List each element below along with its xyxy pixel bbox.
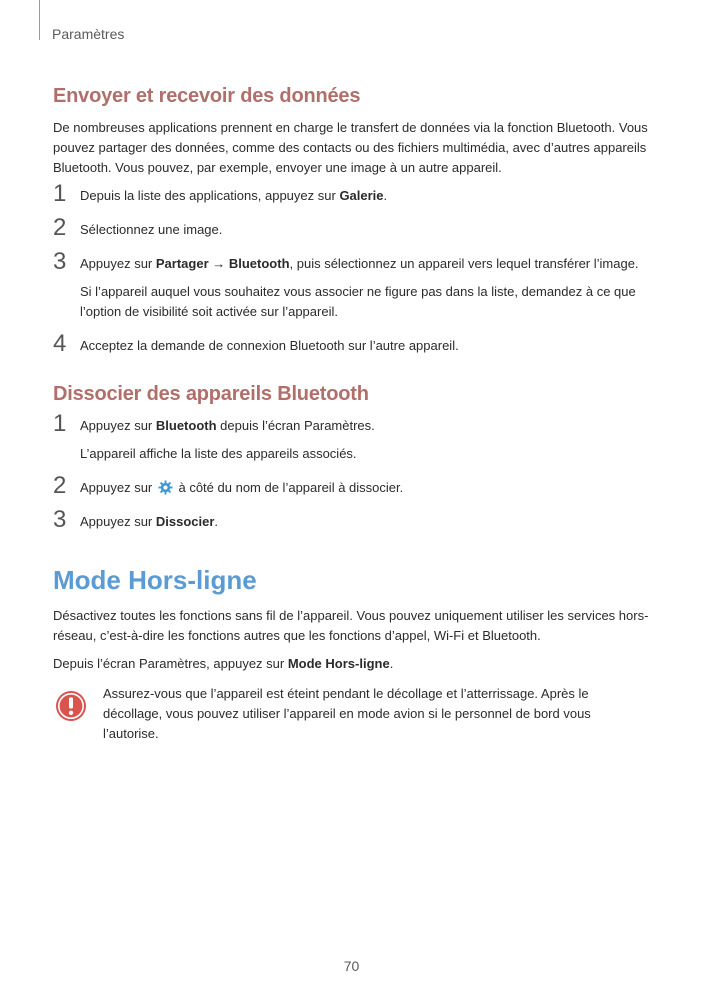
section-heading-unpair: Dissocier des appareils Bluetooth <box>53 383 369 405</box>
step-item <box>53 248 653 322</box>
section-heading-offline-mode: Mode Hors-ligne <box>53 565 257 595</box>
step-text-part: à côté du nom de l’appareil à dissocier. <box>174 480 404 495</box>
paragraph-text-part: Depuis l’écran Paramètres, appuyez sur <box>53 656 288 671</box>
page-number: 70 <box>343 958 360 974</box>
step-subtext: Si l’appareil auquel vous souhaitez vous associer ne figure pas dans la liste, demandez à ce que l’option de visibilité soit activée sur l’appareil. <box>80 284 636 319</box>
step-text <box>80 478 653 498</box>
step-number: 2 <box>53 472 67 499</box>
steps-unpair <box>53 410 653 533</box>
step-text: Acceptez la demande de connexion Bluetooth sur l’autre appareil. <box>80 338 459 353</box>
step-text-part: . <box>214 514 219 529</box>
step-text-part: depuis l’écran Paramètres. <box>216 418 375 433</box>
step-text-part: Appuyez sur <box>80 418 156 433</box>
step-bold-term: Bluetooth <box>155 418 217 433</box>
page-header: Paramètres <box>52 26 125 42</box>
paragraph-text-part: . <box>389 656 394 671</box>
step-text-part: Appuyez sur <box>80 480 156 495</box>
step-bold-term: Bluetooth <box>228 256 290 271</box>
step-text-part: Depuis la liste des applications, appuyez sur <box>80 188 340 203</box>
step-bold-term: Partager <box>155 256 209 271</box>
step-text <box>80 254 653 274</box>
warning-note-text: Assurez-vous que l’appareil est éteint pendant le décollage et l’atterrissage. Après le décollage, vous pouvez utiliser l’appareil en mode avion si le personnel de bord vous l’autorise. <box>103 686 591 741</box>
step-text-part: . <box>383 188 388 203</box>
step-number: 1 <box>53 180 67 207</box>
step-text <box>80 186 653 206</box>
step-item <box>53 506 653 533</box>
step-text: Sélectionnez une image. <box>80 222 223 237</box>
step-text <box>80 416 653 436</box>
step-item <box>53 410 653 464</box>
step-text-part: Appuyez sur <box>80 256 156 271</box>
step-text-part: Appuyez sur <box>80 514 156 529</box>
step-subtext: L’appareil affiche la liste des appareils associés. <box>80 446 357 461</box>
step-text-part: , puis sélectionnez un appareil vers lequel transférer l’image. <box>289 256 639 271</box>
section-heading-send-receive: Envoyer et recevoir des données <box>53 85 361 107</box>
step-number: 4 <box>53 330 67 357</box>
steps-send-receive <box>53 180 653 357</box>
warning-icon <box>55 690 87 722</box>
gear-icon <box>158 480 173 495</box>
arrow-separator: → <box>208 256 229 271</box>
page-content <box>53 84 653 744</box>
step-number: 3 <box>53 248 67 275</box>
step-bold-term: Dissocier <box>155 514 215 529</box>
step-item <box>53 214 653 241</box>
warning-note <box>53 684 623 744</box>
step-item <box>53 330 653 357</box>
step-number: 1 <box>53 410 67 437</box>
step-number: 3 <box>53 506 67 533</box>
step-item <box>53 180 653 207</box>
step-bold-term: Galerie <box>339 188 384 203</box>
paragraph-bold-term: Mode Hors-ligne <box>287 656 390 671</box>
section-intro: De nombreuses applications prennent en charge le transfert de données via la fonction Bluetooth. Vous pouvez partager des données, comme des contacts ou des fichiers multimédia, avec d’autres appareils Bluetooth. Vous pouvez, par exemple, envoyer une image à un autre appareil. <box>53 120 648 175</box>
section-paragraph: Désactivez toutes les fonctions sans fil de l’appareil. Vous pouvez uniquement utiliser les services hors-réseau, c’est-à-dire les fonctions autres que les fonctions d’appel, Wi-Fi et Bluetooth. <box>53 608 649 643</box>
step-item <box>53 472 653 499</box>
header-rule <box>39 0 40 40</box>
step-text <box>80 512 653 532</box>
section-paragraph <box>53 654 653 674</box>
step-number: 2 <box>53 214 67 241</box>
